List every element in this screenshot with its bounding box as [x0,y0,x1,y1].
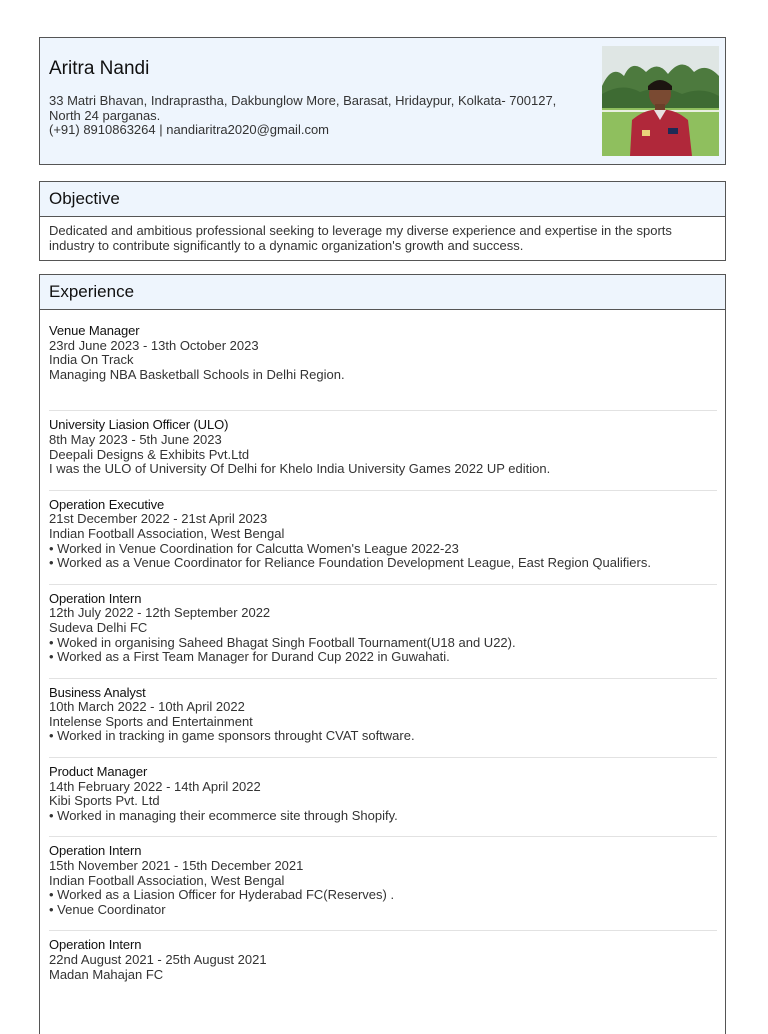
job-title: Product Manager [49,764,148,780]
job-organization: Intelense Sports and Entertainment [49,713,253,729]
candidate-name: Aritra Nandi [49,58,150,79]
contact-info [49,94,589,138]
experience-entry [49,837,717,930]
job-description: • Worked in Venue Coordination for Calcutta Women's League 2022-23 [49,540,459,556]
job-title: Operation Intern [49,843,142,859]
job-dates: 10th March 2022 - 10th April 2022 [49,699,245,715]
job-dates: 15th November 2021 - 15th December 2021 [49,858,304,874]
experience-entry [49,931,717,982]
experience-entry [49,679,717,757]
job-dates: 23rd June 2023 - 13th October 2023 [49,337,259,353]
experience-heading: Experience [40,275,725,310]
job-title: Operation Intern [49,590,142,606]
phone-email-text: (+91) 8910863264 | nandiaritra2020@gmail.com [49,122,330,137]
objective-section [39,181,726,261]
job-title: Operation Intern [49,937,142,953]
experience-entry [49,310,717,410]
experience-entry [49,411,717,489]
job-dates: 21st December 2022 - 21st April 2023 [49,511,268,527]
job-dates: 14th February 2022 - 14th April 2022 [49,778,261,794]
objective-heading: Objective [40,182,725,217]
job-description: • Worked as a Liasion Officer for Hyderabad FC(Reserves) . [49,887,395,903]
header-section [39,37,726,165]
job-organization: Deepali Designs & Exhibits Pvt.Ltd [49,446,250,462]
job-title: Business Analyst [49,684,146,700]
job-description: • Woked in organising Saheed Bhagat Singh Football Tournament(U18 and U22). [49,634,516,650]
experience-entry [49,758,717,836]
job-organization: Kibi Sports Pvt. Ltd [49,793,160,809]
job-organization: Indian Football Association, West Bengal [49,872,285,888]
job-title: University Liasion Officer (ULO) [49,417,229,433]
job-description: • Worked in managing their ecommerce site through Shopify. [49,807,398,823]
experience-section [39,274,726,1034]
job-description: • Worked as a Venue Coordinator for Reliance Foundation Development League, East Region Qualifiers. [49,555,651,571]
profile-photo [602,46,719,156]
job-dates: 22nd August 2021 - 25th August 2021 [49,952,267,967]
job-dates: 8th May 2023 - 5th June 2023 [49,431,222,447]
job-organization: India On Track [49,352,134,368]
job-description: • Worked in tracking in game sponsors throught CVAT software. [49,728,415,744]
experience-entry [49,491,717,584]
objective-text: Dedicated and ambitious professional seeking to leverage my diverse experience and expertise in the sports industry to contribute significantly to a dynamic organization's growth and success. [49,223,672,253]
job-description: • Venue Coordinator [49,901,166,917]
job-title: Venue Manager [49,323,140,338]
job-dates: 12th July 2022 - 12th September 2022 [49,605,271,621]
job-organization: Indian Football Association, West Bengal [49,525,285,541]
experience-entry [49,585,717,678]
experience-list [40,310,725,982]
job-title: Operation Executive [49,496,165,512]
job-description: • Worked as a First Team Manager for Durand Cup 2022 in Guwahati. [49,649,450,665]
job-description: Managing NBA Basketball Schools in Delhi Region. [49,366,345,382]
job-description: I was the ULO of University Of Delhi for Khelo India University Games 2022 UP edition. [49,461,551,477]
job-organization: Madan Mahajan FC [49,966,164,982]
address-text: 33 Matri Bhavan, Indraprastha, Dakbunglow More, Barasat, Hridaypur, Kolkata- 700127, North 24 parganas. [49,93,557,123]
job-organization: Sudeva Delhi FC [49,619,148,635]
